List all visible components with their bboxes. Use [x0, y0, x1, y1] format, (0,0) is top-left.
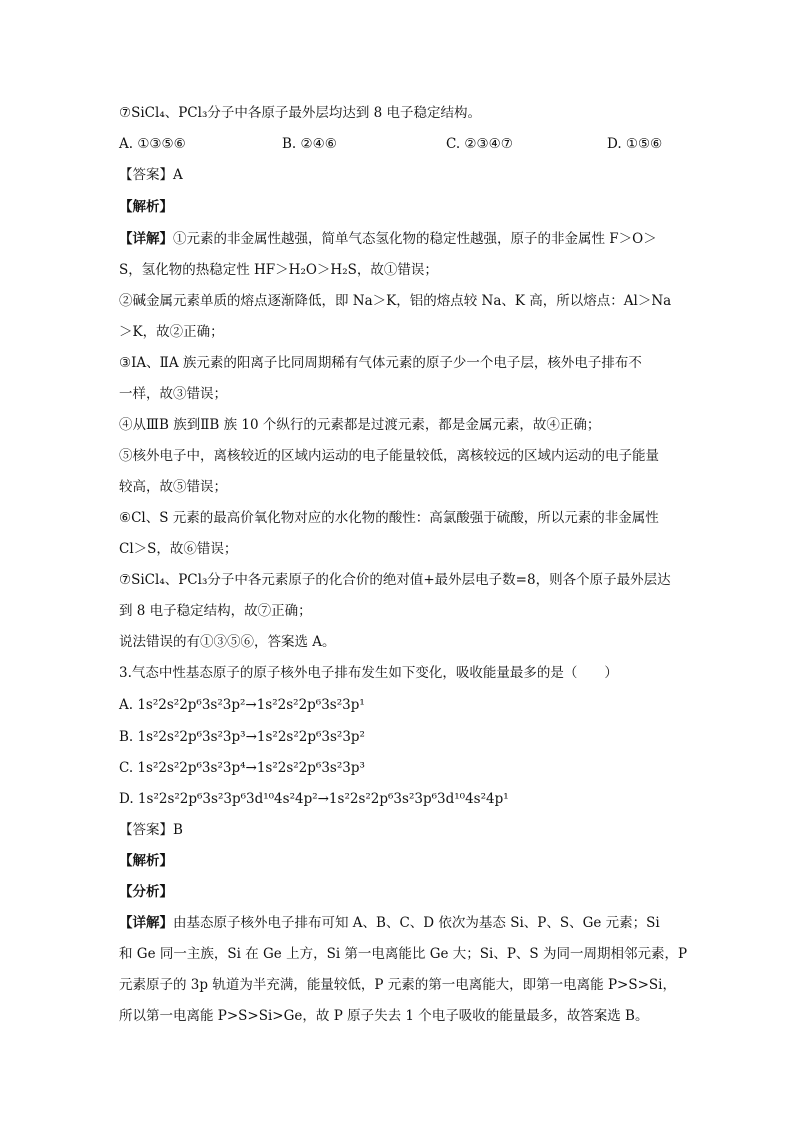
q3-option-b: B. 1s²2s²2p⁶3s²3p³→1s²2s²2p⁶3s²3p²: [119, 729, 365, 745]
q3-option-a: A. 1s²2s²2p⁶3s²3p²→1s²2s²2p⁶3s²3p¹: [119, 697, 365, 713]
q3-stem: 3.气态中性基态原子的原子核外电子排布发生如下变化，吸收能量最多的是（ ）: [119, 665, 618, 681]
q2-detail-line: ⑥Cl、S 元素的最高价氧化物对应的水化物的酸性：高氯酸强于硫酸，所以元素的非金属性: [119, 510, 659, 526]
q3-detail-line: [119, 914, 660, 932]
q3-answer: 【答案】B: [119, 822, 183, 838]
q3-detail-line: 元素原子的 3p 轨道为半充满，能量较低，P 元素的第一电离能大，即第一电离能 P>S>Si，: [119, 977, 676, 993]
q2-item-7: ⑦SiCl₄、PCl₃分子中各原子最外层均达到 8 电子稳定结构。: [119, 105, 482, 121]
q3-detail-line: 和 Ge 同一主族，Si 在 Ge 上方，Si 第一电离能比 Ge 大；Si、P、S 为同一周期相邻元素，P: [119, 946, 688, 962]
q2-detail-label: 【详解】: [119, 231, 173, 247]
q2-detail-line: ⑤核外电子中，离核较近的区域内运动的电子能量较低，离核较远的区域内运动的电子能量: [119, 448, 659, 464]
q2-option-b: B. ②④⑥: [282, 136, 337, 152]
q2-detail-line: ②碱金属元素单质的熔点逐渐降低，即 Na＞K，铝的熔点较 Na、K 高，所以熔点：Al＞Na: [119, 293, 672, 309]
q3-analysis-label: 【解析】: [119, 853, 173, 869]
q2-answer: 【答案】A: [119, 167, 183, 183]
q2-detail-text: ①元素的非金属性越强，简单气态氢化物的稳定性越强，原子的非金属性 F＞O＞: [173, 231, 657, 247]
q2-option-a: A. ①③⑤⑥: [119, 136, 186, 152]
q2-detail-line: ④从ⅢB 族到ⅡB 族 10 个纵行的元素都是过渡元素，都是金属元素，故④正确；: [119, 417, 601, 433]
q2-detail-line: ③ⅠA、ⅡA 族元素的阳离子比同周期稀有气体元素的原子少一个电子层，核外电子排布不: [119, 355, 642, 371]
q3-detail-label: 【详解】: [119, 915, 173, 931]
q2-analysis-label: 【解析】: [119, 199, 173, 215]
q2-detail-line: [119, 230, 657, 248]
q2-detail-line: 到 8 电子稳定结构，故⑦正确；: [119, 603, 312, 619]
q3-detail-line: 所以第一电离能 P>S>Si>Ge，故 P 原子失去 1 个电子吸收的能量最多，故答案选 B。: [119, 1008, 649, 1024]
q3-fenxi-label: 【分析】: [119, 884, 173, 900]
q2-option-d: D. ①⑤⑥: [607, 136, 663, 152]
q2-detail-line: 较高，故⑤错误；: [119, 479, 227, 495]
q2-detail-line: S，氢化物的热稳定性 HF＞H₂O＞H₂S，故①错误；: [119, 262, 438, 278]
q2-detail-line: ＞K，故②正确；: [119, 324, 224, 340]
q2-detail-line: Cl＞S，故⑥错误；: [119, 541, 238, 557]
q2-option-c: C. ②③④⑦: [446, 136, 513, 152]
q2-detail-line: ⑦SiCl₄、PCl₃分子中各元素原子的化合价的绝对值+最外层电子数=8，则各个原子最外层达: [119, 572, 671, 588]
q3-option-c: C. 1s²2s²2p⁶3s²3p⁴→1s²2s²2p⁶3s²3p³: [119, 760, 365, 776]
q3-detail-text: 由基态原子核外电子排布可知 A、B、C、D 依次为基态 Si、P、S、Ge 元素；Si: [173, 915, 660, 931]
q3-option-d: D. 1s²2s²2p⁶3s²3p⁶3d¹⁰4s²4p²→1s²2s²2p⁶3s²3p⁶3d¹⁰4s²4p¹: [119, 791, 509, 807]
q2-conclusion: 说法错误的有①③⑤⑥，答案选 A。: [119, 634, 336, 650]
q2-detail-line: 一样，故③错误；: [119, 386, 227, 402]
